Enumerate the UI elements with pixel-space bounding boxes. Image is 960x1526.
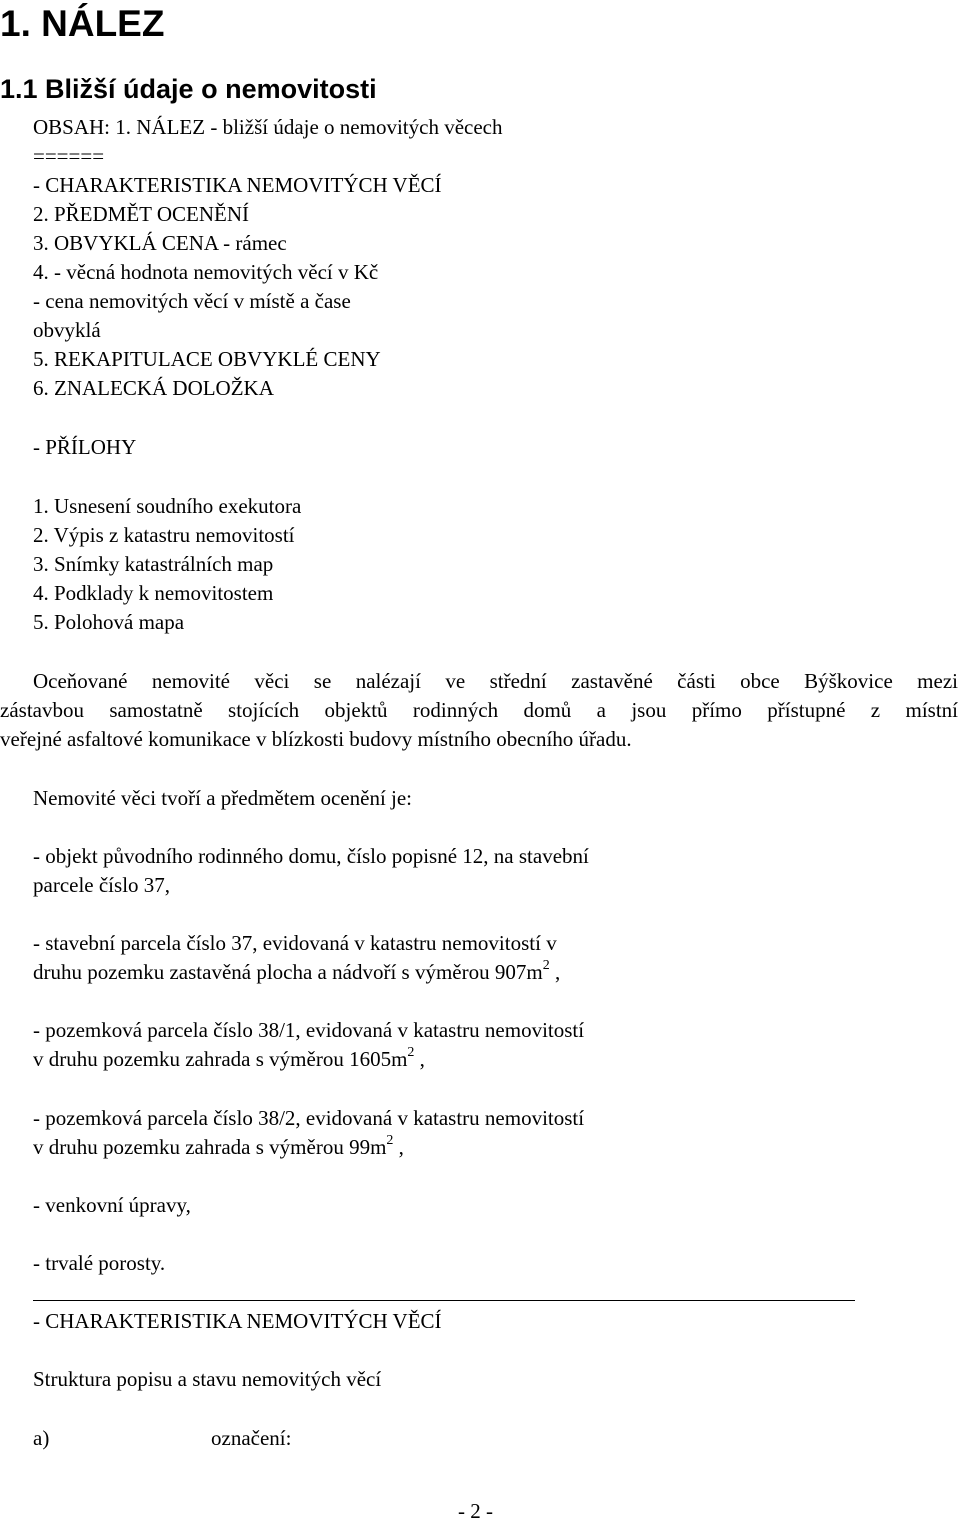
item-house [33, 842, 589, 900]
contents-list [33, 113, 502, 403]
paragraph-line: Oceňované nemovité věci se nalézají ve střední zastavěné části obce Býškovice mezi [33, 669, 958, 693]
item-line [33, 1133, 584, 1162]
item-line: - pozemková parcela číslo 38/2, evidovaná v katastru nemovitostí [33, 1106, 585, 1130]
contents-line: OBSAH: 1. NÁLEZ - bližší údaje o nemovitých věcech [33, 115, 503, 139]
item-line: - pozemková parcela číslo 38/1, evidovaná v katastru nemovitostí [33, 1018, 585, 1042]
attachment-item: 5. Polohová mapa [33, 610, 185, 634]
contents-line: ====== [33, 144, 105, 168]
paragraph-line: veřejné asfaltové komunikace v blízkosti budovy místního obecního úřadu. [0, 727, 632, 751]
subject-intro: Nemovité věci tvoří a předmětem ocenění je: [33, 786, 413, 810]
contents-line: 4. - věcná hodnota nemovitých věcí v Kč [33, 260, 379, 284]
item-text: v druhu pozemku zahrada s výměrou 1605m [33, 1047, 408, 1071]
designation-label: označení: [211, 1426, 292, 1450]
superscript: 2 [542, 958, 550, 973]
item-outdoor: - venkovní úpravy, [33, 1193, 191, 1217]
comma: , [393, 1135, 404, 1159]
comma: , [549, 960, 561, 984]
contents-line: 6. ZNALECKÁ DOLOŽKA [33, 376, 274, 400]
item-parcel-37 [33, 929, 560, 987]
item-text: druhu pozemku zastavěná plocha a nádvoří s výměrou 907m [33, 960, 543, 984]
attachments-title: - PŘÍLOHY [33, 435, 137, 459]
item-line: - objekt původního rodinného domu, číslo popisné 12, na stavební [33, 844, 589, 868]
contents-line: 2. PŘEDMĚT OCENĚNÍ [33, 202, 250, 226]
item-parcel-38-1 [33, 1016, 584, 1074]
item-line: - stavební parcela číslo 37, evidovaná v katastru nemovitostí v [33, 931, 557, 955]
section-heading: 1. NÁLEZ [0, 3, 165, 44]
horizontal-rule [33, 1300, 855, 1301]
item-line [33, 1045, 584, 1074]
structure-intro: Struktura popisu a stavu nemovitých věcí [33, 1367, 382, 1391]
subsection-heading: 1.1 Bližší údaje o nemovitosti [0, 74, 377, 104]
item-text: v druhu pozemku zahrada s výměrou 99m [33, 1135, 387, 1159]
paragraph-line: zástavbou samostatně stojících objektů rodinných domů a jsou přímo přístupné z místní [0, 698, 958, 722]
superscript: 2 [386, 1133, 394, 1148]
contents-line: obvyklá [33, 318, 101, 342]
comma: , [414, 1047, 425, 1071]
page-number: - 2 - [458, 1499, 493, 1523]
contents-line: 3. OBVYKLÁ CENA - rámec [33, 231, 287, 255]
item-line [33, 958, 560, 987]
item-parcel-38-2 [33, 1104, 584, 1162]
contents-line: 5. REKAPITULACE OBVYKLÉ CENY [33, 347, 381, 371]
attachment-item: 3. Snímky katastrálních map [33, 552, 274, 576]
superscript: 2 [407, 1045, 415, 1060]
attachments-list [33, 492, 301, 637]
attachment-item: 1. Usnesení soudního exekutora [33, 494, 302, 518]
characteristics-title: - CHARAKTERISTIKA NEMOVITÝCH VĚCÍ [33, 1309, 442, 1333]
designation-letter: a) [33, 1426, 50, 1450]
attachment-item: 4. Podklady k nemovitostem [33, 581, 274, 605]
contents-line: - cena nemovitých věcí v místě a čase [33, 289, 351, 313]
item-line: parcele číslo 37, [33, 873, 171, 897]
item-vegetation: - trvalé porosty. [33, 1251, 166, 1275]
location-paragraph [0, 667, 958, 754]
attachment-item: 2. Výpis z katastru nemovitostí [33, 523, 295, 547]
contents-line: - CHARAKTERISTIKA NEMOVITÝCH VĚCÍ [33, 173, 442, 197]
